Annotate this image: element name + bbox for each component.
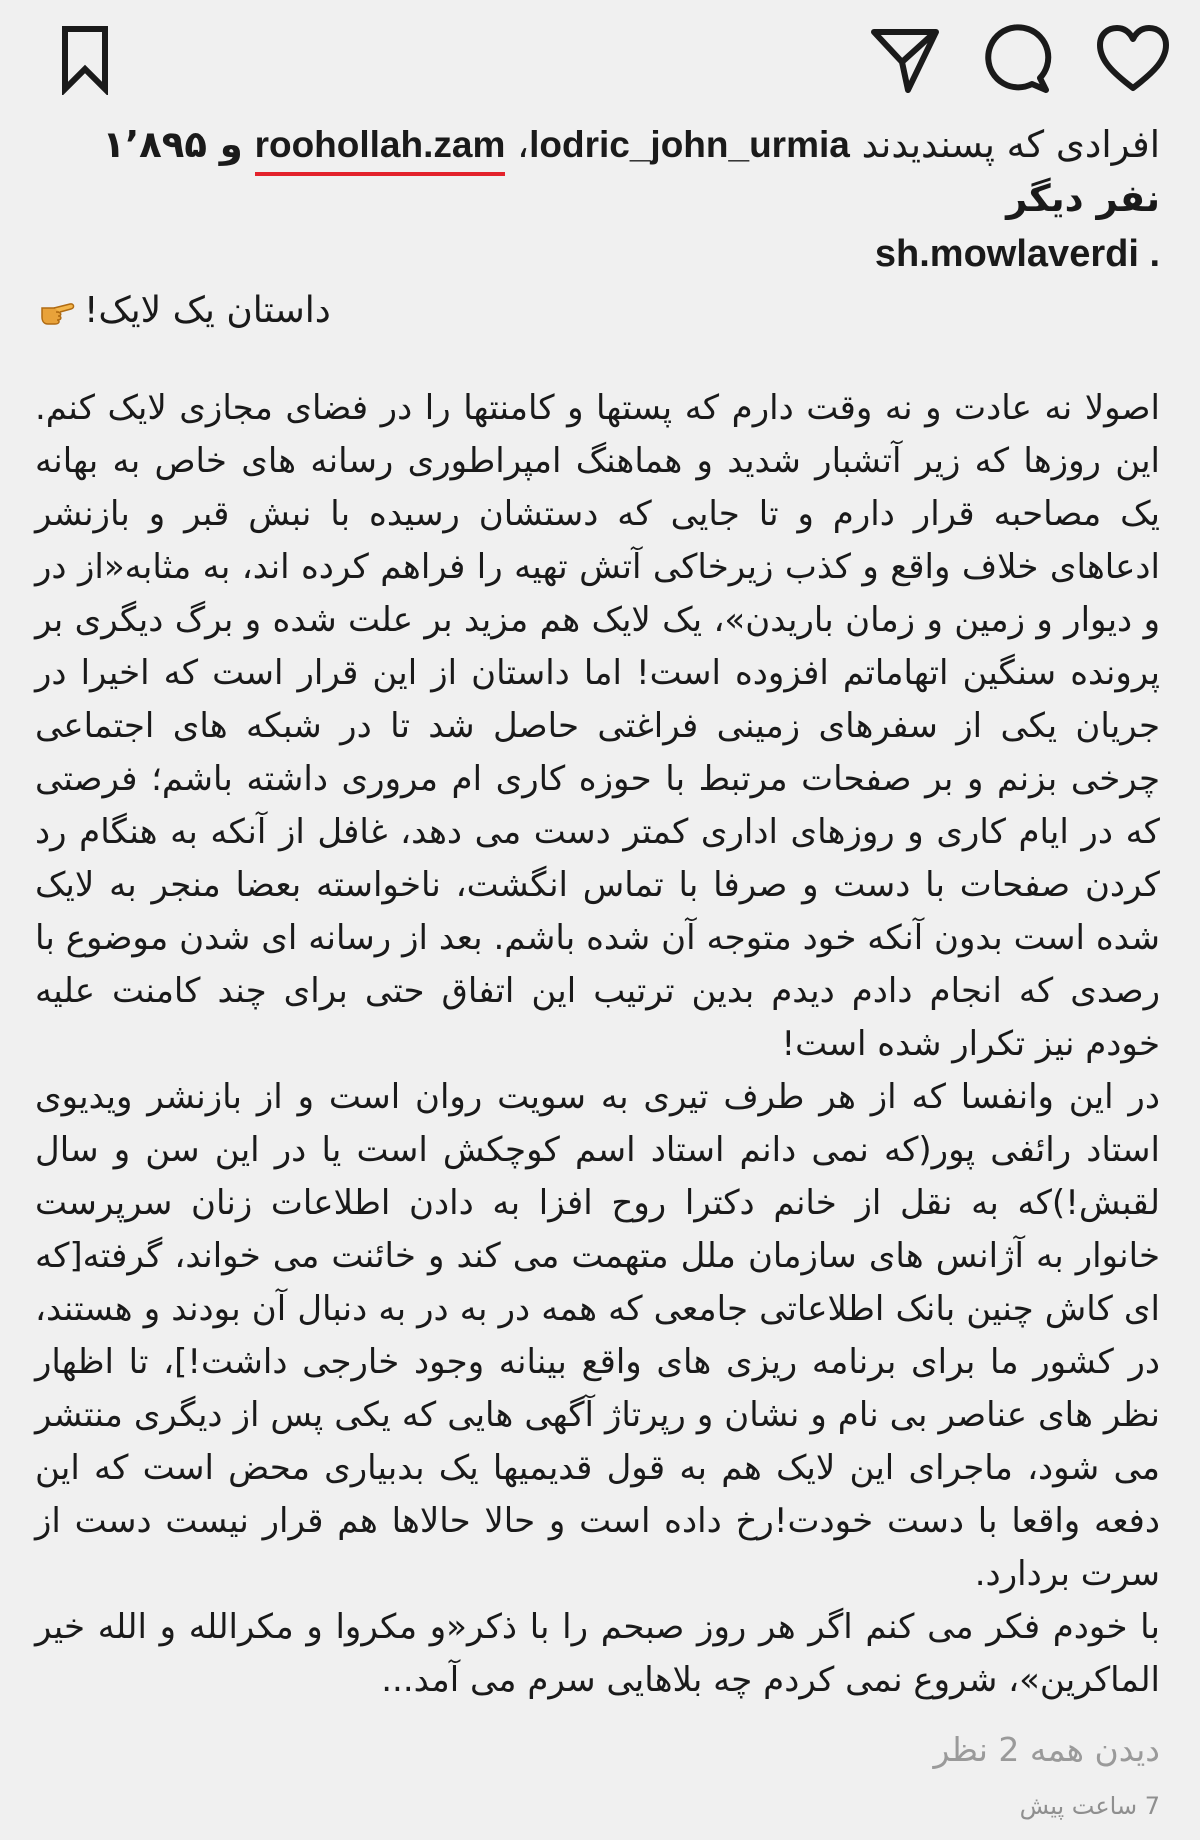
likes-others-count[interactable]: و ۱٬۸۹۵ نفر دیگر (102, 123, 1160, 220)
post-timestamp: 7 ساعت پیش (1019, 1792, 1160, 1820)
liker-username[interactable]: lodric_john_urmia (529, 124, 850, 165)
comment-icon (980, 22, 1054, 96)
caption-paragraph: در این وانفسا که از هر طرف تیری به سویت روان است و از بازنشر ویدیوی استاد رائفی پور(که نمی دانم استاد اسم کوچکش است یا در این سن و سال لقبش!)که به نقل از خانم دکترا روح افزا به دادن اطلاعات زنان سرپرست خانوار به آژانس های سازمان ملل متهمت می کند و خائنت می خواند، گرفته[که ای کاش چنین بانک اطلاعاتی جامعی که همه در به در به دنبال آن بودند و هستند، در کشور ما برای برنامه ریزی های واقع بینانه وجود خارجی داشت!]، تا اظهار نظر های عناصر بی نام و نشان و رپرتاژ آگهی هایی که یکی پس از دیگری منتشر می شود، ماجرای این لایک هم به قول قدیمیها یک بدبیاری محض است که این دفعه واقعا با دست خودت!رخ داده است و حالا حالاها هم قرار نیست دست از سرت بردارد. (35, 1077, 1160, 1594)
like-button[interactable] (1088, 14, 1178, 104)
post-headline (40, 282, 1160, 340)
post-caption (35, 382, 1160, 1707)
post-action-bar (0, 14, 1200, 104)
post-author[interactable]: sh.mowlaverdi . (874, 233, 1160, 275)
bookmark-icon (55, 23, 115, 95)
heart-icon (1094, 22, 1172, 96)
likes-separator: ، (517, 123, 530, 166)
pointing-hand-icon (40, 296, 76, 326)
comment-button[interactable] (972, 14, 1062, 104)
paper-plane-icon (868, 22, 942, 96)
likes-summary (40, 118, 1160, 226)
caption-paragraph: با خودم فکر می کنم اگر هر روز صبحم را با ذکر«و مکروا و مکرالله و الله خیر الماکرین»، شروع نمی کردم چه بلاهایی سرم می آمد... (35, 1607, 1160, 1700)
save-button[interactable] (40, 14, 130, 104)
caption-paragraph: اصولا نه عادت و نه وقت دارم که پستها و کامنتها را در فضای مجازی لایک کنم. این روزها که زیر آتشبار شدید و هماهنگ امپراطوری رسانه های خاص به بهانه یک مصاحبه قرار دارم و تا جایی که دستشان رسیده با نبش قبر و بازنشر ادعاهای خلاف واقع و کذب زیرخاکی آتش تهیه را فراهم کرده اند، به مثابه«از در و دیوار و زمین و زمان باریدن»، یک لایک هم مزید بر علت شده و برگ دیگری بر پرونده سنگین اتهاماتم افزوده است! اما داستان از این قرار است که اخیرا در جریان یکی از سفرهای زمینی فراغتی حاصل شد تا در شبکه های اجتماعی چرخی بزنم و بر صفحات مرتبط با حوزه کاری ام مروری داشته باشم؛ فرصتی که در ایام کاری و روزهای اداری کمتر دست می دهد، غافل از آنکه به هنگام رد کردن صفحات با دست و صرفا با تماس انگشت، ناخواسته بعضا منجر به لایک شده است بدون آنکه خود متوجه آن شده باشم. بعد از رسانه ای شدن موضوع با رصدی که انجام دادم دیدم بدین ترتیب این اتفاق حتی برای چند کامنت علیه خودم نیز تکرار شده است! (35, 388, 1160, 1064)
view-all-comments-link[interactable]: دیدن همه 2 نظر (933, 1730, 1160, 1769)
headline-text: داستان یک لایک! (84, 290, 331, 331)
liker-username-highlighted[interactable]: roohollah.zam (255, 118, 506, 172)
share-button[interactable] (860, 14, 950, 104)
likes-prefix: افرادی که پسندیدند (861, 123, 1160, 166)
